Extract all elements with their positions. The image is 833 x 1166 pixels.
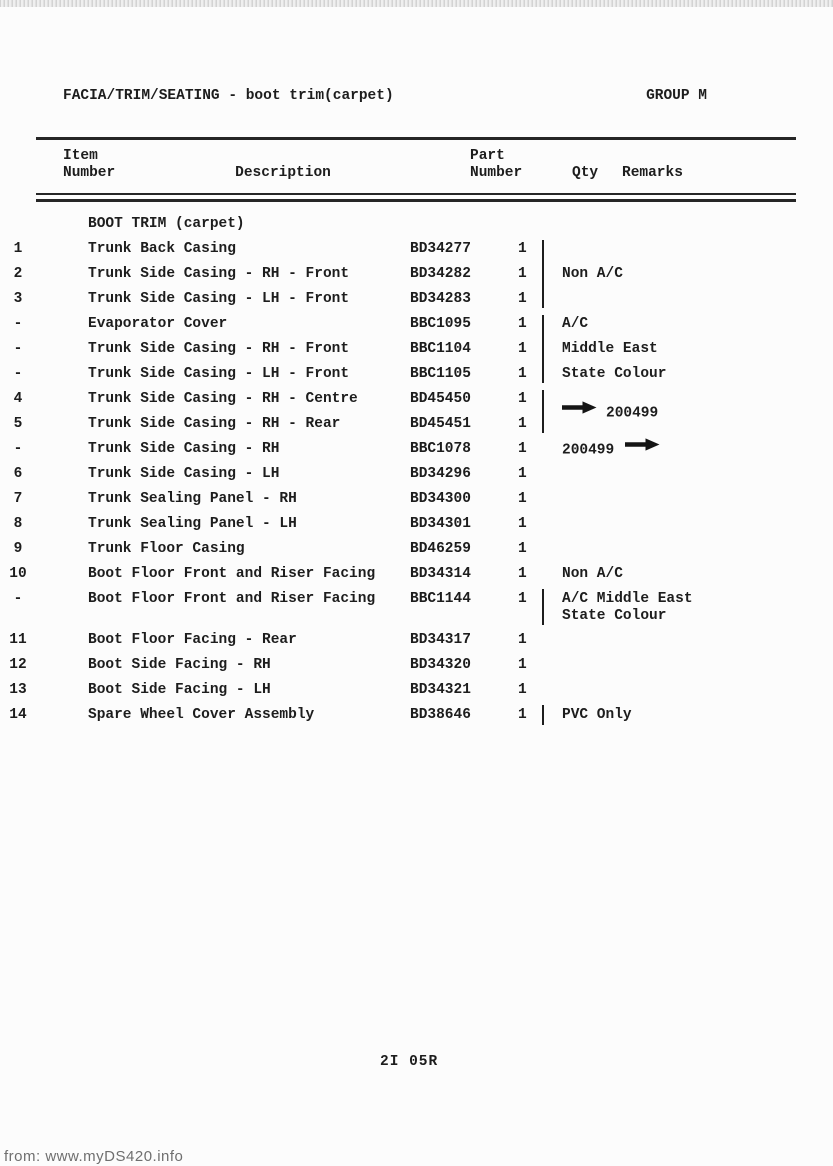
qty-cell: 1 xyxy=(518,707,527,723)
qty-cell: 1 xyxy=(518,516,527,532)
remarks-cell xyxy=(562,562,833,587)
qty-group-bracket xyxy=(540,587,562,628)
qty-cell: 1 xyxy=(518,441,527,457)
bracket-line xyxy=(542,261,544,288)
table-row xyxy=(0,487,833,512)
bracket-line xyxy=(542,315,544,338)
bracket-line xyxy=(542,361,544,383)
table-row xyxy=(0,287,833,312)
remarks-cell xyxy=(562,237,833,262)
watermark-source: from: www.myDS420.info xyxy=(4,1148,184,1165)
bracket-line xyxy=(542,286,544,308)
part-number-cell: BD34283 xyxy=(410,291,471,307)
qty-cell xyxy=(512,212,540,237)
table-row xyxy=(0,628,833,653)
part-number-cell: BD34301 xyxy=(410,516,471,532)
remarks-text: A/C xyxy=(562,316,589,332)
bracket-line xyxy=(542,589,544,625)
remarks-text: State Colour xyxy=(562,366,667,382)
remarks-cell xyxy=(562,262,833,287)
item-number-cell: 10 xyxy=(9,566,27,582)
description-cell: Boot Side Facing - RH xyxy=(88,657,271,673)
description-cell: Trunk Side Casing - LH - Front xyxy=(88,291,350,307)
remarks-text: 200499 xyxy=(606,405,659,422)
qty-cell: 1 xyxy=(518,682,527,698)
remarks-text: A/C Middle East xyxy=(562,591,693,607)
qty-cell: 1 xyxy=(518,466,527,482)
remarks-text: Non A/C xyxy=(562,566,623,582)
part-number-cell: BBC1144 xyxy=(410,591,471,607)
column-header-part-number: Part Number xyxy=(470,148,523,181)
table-row xyxy=(0,237,833,262)
table-header-rule xyxy=(36,193,796,202)
part-number-cell: BD34314 xyxy=(410,566,471,582)
table-row xyxy=(0,462,833,487)
item-number-cell: 14 xyxy=(9,707,27,723)
item-number-cell: - xyxy=(13,441,23,457)
item-number-cell xyxy=(0,212,36,237)
remarks-cell xyxy=(562,312,833,337)
qty-group-bracket xyxy=(540,628,562,653)
part-number-cell: BD38646 xyxy=(410,707,471,723)
table-row xyxy=(0,312,833,337)
qty-cell: 1 xyxy=(518,657,527,673)
table-row xyxy=(0,587,833,628)
remarks-cell xyxy=(562,487,833,512)
qty-group-bracket xyxy=(540,387,562,413)
item-number-cell: 2 xyxy=(13,266,23,282)
item-number-cell: 5 xyxy=(13,416,23,432)
table-row xyxy=(0,362,833,387)
remarks-cell xyxy=(562,462,833,487)
item-number-cell: 7 xyxy=(13,491,23,507)
solid-right-arrow-icon xyxy=(625,436,660,461)
table-row xyxy=(0,537,833,562)
part-number-cell: BBC1078 xyxy=(410,441,471,457)
parts-table xyxy=(0,202,833,728)
column-header-item-number: Item Number xyxy=(63,148,116,181)
item-number-cell: 11 xyxy=(9,632,27,648)
qty-group-bracket xyxy=(540,678,562,703)
remarks-cell xyxy=(562,703,833,728)
part-number-cell: BD34296 xyxy=(410,466,471,482)
qty-cell: 1 xyxy=(518,241,527,257)
qty-group-bracket xyxy=(540,212,562,237)
item-number-cell: 13 xyxy=(9,682,27,698)
part-number-cell: BD34320 xyxy=(410,657,471,673)
column-header-remarks: Remarks xyxy=(622,165,683,181)
remarks-cell xyxy=(562,437,833,463)
remarks-text: Non A/C xyxy=(562,266,623,282)
document-header xyxy=(0,0,833,104)
description-cell: Trunk Sealing Panel - LH xyxy=(88,516,297,532)
remarks-text: PVC Only xyxy=(562,707,632,723)
description-cell: Boot Floor Front and Riser Facing xyxy=(88,566,376,582)
description-cell: Trunk Sealing Panel - RH xyxy=(88,491,297,507)
qty-group-bracket xyxy=(540,437,562,463)
qty-group-bracket xyxy=(540,703,562,728)
table-row xyxy=(0,412,833,437)
qty-group-bracket xyxy=(540,487,562,512)
qty-group-bracket xyxy=(540,287,562,312)
part-number-cell: BD45451 xyxy=(410,416,471,432)
description-cell: Trunk Floor Casing xyxy=(88,541,245,557)
qty-group-bracket xyxy=(540,562,562,587)
description-cell: Trunk Side Casing - RH - Front xyxy=(88,266,350,282)
qty-cell: 1 xyxy=(518,416,527,432)
item-number-cell: 6 xyxy=(13,466,23,482)
qty-group-bracket xyxy=(540,412,562,437)
remarks-cell xyxy=(562,537,833,562)
part-number-cell: BD34300 xyxy=(410,491,471,507)
description-cell: Spare Wheel Cover Assembly xyxy=(88,707,315,723)
column-header-description: Description xyxy=(235,165,331,181)
qty-cell: 1 xyxy=(518,566,527,582)
qty-cell: 1 xyxy=(518,632,527,648)
qty-group-bracket xyxy=(540,512,562,537)
part-number-cell: BD34317 xyxy=(410,632,471,648)
remarks-cell xyxy=(562,628,833,653)
qty-group-bracket xyxy=(540,237,562,262)
column-header-spacer xyxy=(600,148,622,182)
qty-cell: 1 xyxy=(518,266,527,282)
description-cell: Trunk Back Casing xyxy=(88,241,236,257)
page-code: 2I 05R xyxy=(380,1054,439,1070)
description-cell: Trunk Side Casing - LH xyxy=(88,466,280,482)
description-cell: Boot Floor Facing - Rear xyxy=(88,632,297,648)
bracket-line xyxy=(542,336,544,363)
part-number-cell: BD34282 xyxy=(410,266,471,282)
description-cell: BOOT TRIM (carpet) xyxy=(88,216,245,232)
item-number-cell: 4 xyxy=(13,391,23,407)
item-number-cell: - xyxy=(13,316,23,332)
description-cell: Trunk Side Casing - RH xyxy=(88,441,280,457)
part-number-cell: BD34321 xyxy=(410,682,471,698)
remarks-text: Middle East xyxy=(562,341,658,357)
part-number-cell: BD34277 xyxy=(410,241,471,257)
qty-cell: 1 xyxy=(518,491,527,507)
table-row xyxy=(0,337,833,362)
remarks-cell xyxy=(562,587,833,628)
description-cell: Evaporator Cover xyxy=(88,316,228,332)
remarks-cell xyxy=(562,362,833,387)
remarks-cell xyxy=(562,678,833,703)
item-number-cell: 9 xyxy=(13,541,23,557)
part-number-cell: BBC1105 xyxy=(410,366,471,382)
qty-cell: 1 xyxy=(518,366,527,382)
remarks-cell xyxy=(562,653,833,678)
qty-group-bracket xyxy=(540,337,562,362)
description-cell: Trunk Side Casing - LH - Front xyxy=(88,366,350,382)
part-number-cell: BD46259 xyxy=(410,541,471,557)
qty-cell: 1 xyxy=(518,591,527,607)
qty-group-bracket xyxy=(540,653,562,678)
page-title: FACIA/TRIM/SEATING - boot trim(carpet) xyxy=(63,88,394,104)
description-cell: Boot Floor Front and Riser Facing xyxy=(88,591,376,607)
table-row xyxy=(0,262,833,287)
item-number-cell: - xyxy=(13,366,23,382)
qty-group-bracket xyxy=(540,362,562,387)
qty-group-bracket xyxy=(540,537,562,562)
bracket-line xyxy=(542,240,544,263)
item-number-cell: - xyxy=(13,341,23,357)
remarks-text: 200499 xyxy=(562,442,615,459)
item-number-cell: 8 xyxy=(13,516,23,532)
description-cell: Trunk Side Casing - RH - Centre xyxy=(88,391,358,407)
description-cell: Trunk Side Casing - RH - Front xyxy=(88,341,350,357)
description-cell: Trunk Side Casing - RH - Rear xyxy=(88,416,341,432)
part-number-cell: BBC1095 xyxy=(410,316,471,332)
column-header-qty: Qty xyxy=(572,165,599,181)
item-number-cell: 12 xyxy=(9,657,27,673)
bracket-line xyxy=(542,705,544,725)
item-number-cell: 1 xyxy=(13,241,23,257)
table-header-row xyxy=(0,140,833,193)
part-number-cell: BD45450 xyxy=(410,391,471,407)
table-row xyxy=(0,512,833,537)
qty-group-bracket xyxy=(540,312,562,337)
qty-group-bracket xyxy=(540,262,562,287)
group-label: GROUP M xyxy=(646,88,707,104)
part-number-cell xyxy=(410,212,512,237)
remarks-cell xyxy=(562,287,833,312)
table-row xyxy=(0,562,833,587)
table-row xyxy=(0,387,833,422)
table-row xyxy=(0,703,833,728)
remarks-cell xyxy=(562,337,833,362)
table-row xyxy=(0,653,833,678)
qty-cell: 1 xyxy=(518,541,527,557)
qty-group-bracket xyxy=(540,462,562,487)
table-row xyxy=(0,437,833,462)
qty-cell: 1 xyxy=(518,341,527,357)
description-cell: Boot Side Facing - LH xyxy=(88,682,271,698)
qty-cell: 1 xyxy=(518,316,527,332)
part-number-cell: BBC1104 xyxy=(410,341,471,357)
remarks-cell xyxy=(562,512,833,537)
qty-cell: 1 xyxy=(518,291,527,307)
item-number-cell: 3 xyxy=(13,291,23,307)
remarks-cell xyxy=(562,212,833,237)
scan-edge-artifact xyxy=(0,0,833,7)
table-row xyxy=(0,678,833,703)
qty-cell: 1 xyxy=(518,391,527,407)
remarks-cell xyxy=(562,412,833,437)
remarks-text-line2: State Colour xyxy=(562,608,667,624)
bracket-line xyxy=(542,411,544,433)
table-row xyxy=(0,212,833,237)
item-number-cell: - xyxy=(13,591,23,607)
